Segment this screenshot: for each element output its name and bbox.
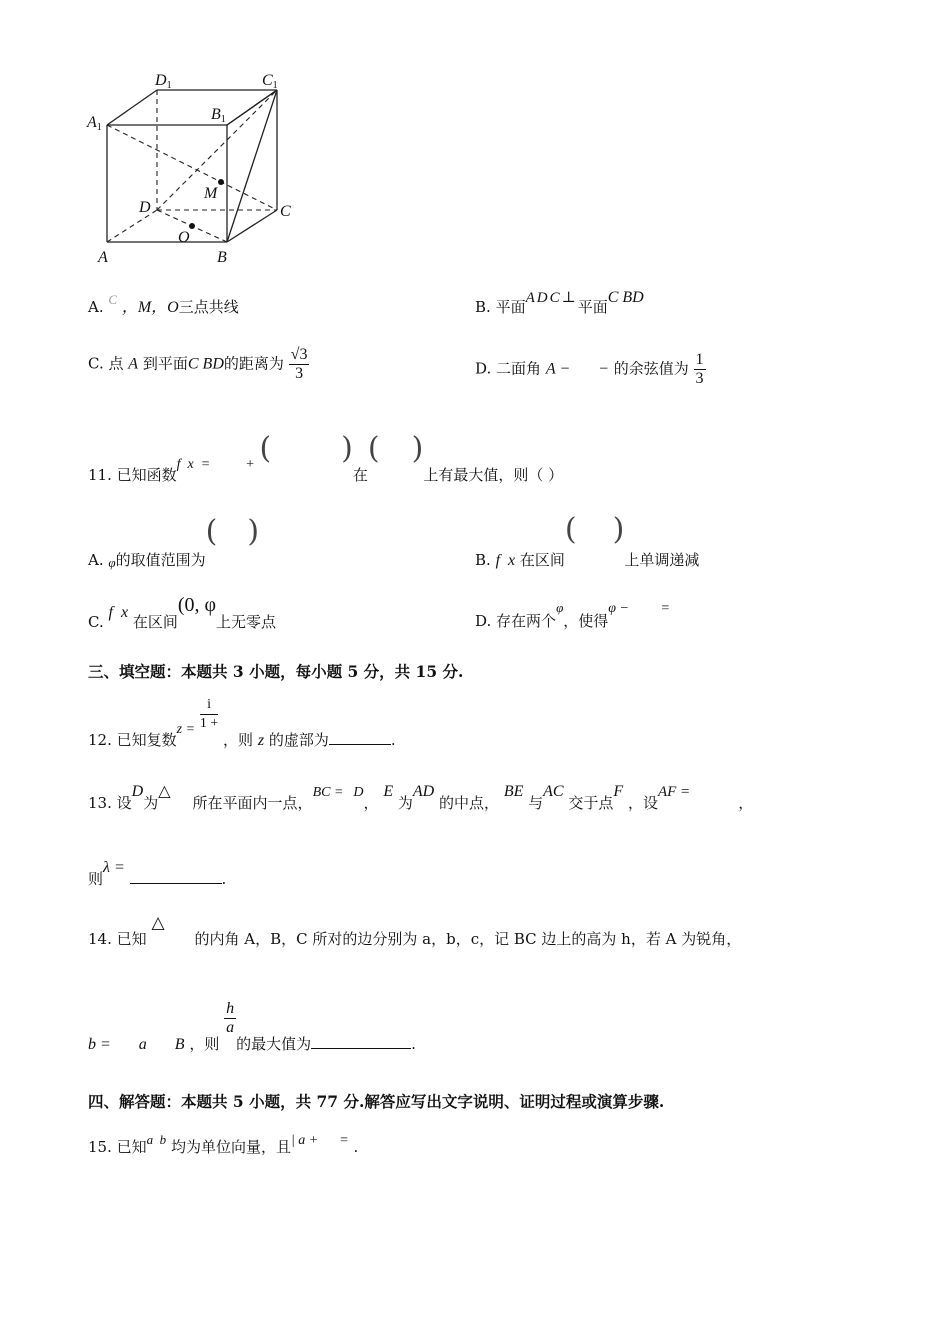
section-3-heading: 三、填空题：本题共 3 小题，每小题 5 分，共 15 分.: [88, 662, 464, 681]
label-B1: B1: [211, 106, 226, 125]
section-4-heading: 四、解答题：本题共 5 小题，共 77 分.解答应写出文字说明、证明过程或演算步骤.: [88, 1092, 665, 1111]
q11-option-d: D. 存在两个φ，使得φ − =: [475, 600, 670, 630]
paren-left: (: [259, 431, 272, 466]
point-O: [189, 223, 195, 229]
paren-right: ): [411, 431, 424, 466]
fraction-h-over-a: $\frac{h}{a}$: [226, 1000, 235, 1036]
q11-option-c: C. f x 在区间(0, φ上无零点: [88, 594, 277, 631]
q13-line1: 13. 设D为△所在平面内一点，BC = D， E 为AD 的中点， BE 与AC 交于点F ，设AF =，: [88, 783, 754, 812]
q11-option-a: A. φ的取值范围为( ): [88, 514, 260, 570]
q10-option-d: D. 二面角 A − − 的余弦值为 $\frac{1}{3}$: [475, 351, 704, 387]
edge-B-C1: [227, 90, 277, 242]
label-O: O: [178, 229, 190, 246]
q10-option-c: C. 点 A 到平面C BD的距离为 $\frac{√3}{3}$: [88, 346, 308, 382]
edge-A1-D1: [107, 90, 157, 125]
point-M: [218, 179, 224, 185]
vector-af: AF =: [657, 784, 691, 800]
answer-blank[interactable]: [130, 871, 222, 884]
q13-line2: 则λ = .: [88, 859, 227, 888]
vector-bc: BC =: [312, 785, 344, 800]
cube-figure: [80, 65, 310, 270]
q10-option-a: A. C ，M，O三点共线: [88, 292, 239, 316]
q14-line1: 14. 已知 △的内角 A，B，C 所对的边分别为 a，b，c，记 BC 边上的高为 h，若 A 为锐角，: [88, 913, 742, 948]
label-B: B: [217, 249, 227, 266]
fraction-one-third: $\frac{1}{3}$: [695, 351, 704, 387]
label-A: A: [98, 249, 108, 266]
fraction-i-over-1-plus: $\frac{i}{1 +}$: [199, 697, 219, 731]
fraction-sqrt3-over-3: $\frac{√3}{3}$: [290, 346, 308, 382]
label-D: D: [139, 199, 151, 216]
edge-B-C: [227, 210, 277, 242]
answer-blank[interactable]: [329, 732, 391, 745]
q10-option-b: B. 平面ADC⊥平面C BD: [475, 289, 644, 316]
q14-line2: b = a B ，则 $\frac{h}{a}$ 的最大值为 .: [88, 1000, 416, 1053]
paren-right: ): [341, 431, 353, 466]
segment-B1-C: [227, 90, 277, 125]
label-A1: A1: [87, 114, 102, 133]
label-M: M: [204, 185, 218, 202]
q11-option-b: B. f x 在区间( )上单调递减: [475, 512, 700, 569]
paren-left: (: [367, 431, 380, 466]
label-C: C: [280, 203, 291, 220]
label-D1: D1: [155, 72, 172, 91]
q12: 12. 已知复数z = $\frac{i}{1 +}$ ，则 z 的虚部为 .: [88, 697, 396, 749]
answer-blank[interactable]: [311, 1036, 411, 1049]
q11-stem: 11. 已知函数f x = + ( )在( )上有最大值，则（ ）: [88, 431, 564, 484]
q15: 15. 已知a b 均为单位向量，且| a + = .: [88, 1132, 359, 1156]
label-C1: C1: [262, 72, 278, 91]
